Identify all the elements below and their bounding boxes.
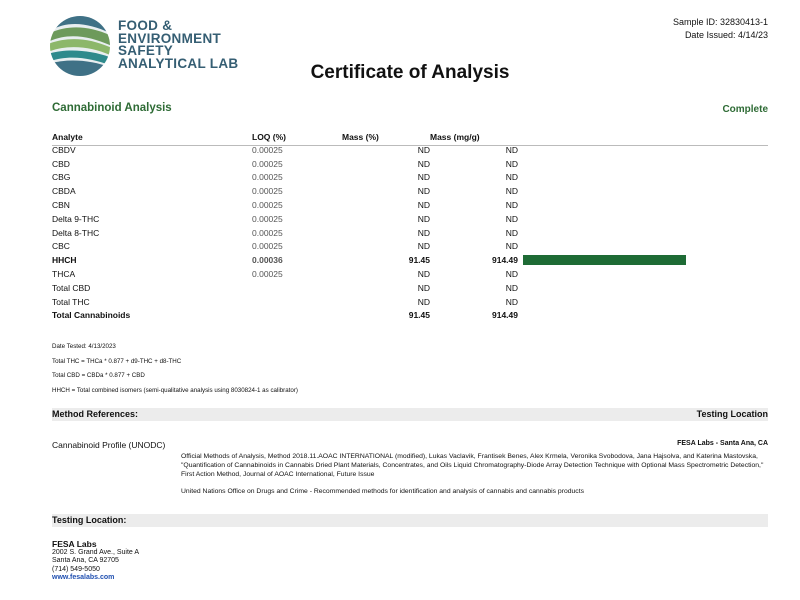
logo-line: ENVIRONMENT [118,30,222,46]
bar-cell [518,171,773,185]
loq-cell: 0.00036 [252,255,283,266]
bar-cell [518,184,773,198]
testing-location-band [52,514,768,527]
analyte-cell: CBD [52,158,70,169]
loq-cell: 0.00025 [252,241,283,252]
table-row [52,212,773,226]
table-row [52,253,773,267]
mass-pct-cell: ND [417,186,430,197]
mass-pct-cell: ND [417,200,430,211]
mass-mg-cell: ND [505,282,518,293]
method-reference: Official Methods of Analysis, Method 2018.11.AOAC INTERNATIONAL (modified), Lukas Vaclavik, Frantisek Benes, Alex Krmela, Veronika Svobodova, Jana Hajsolva, and Katerina Mastovska, "Quantification of Cannabinoids in Cannabis Dried Plant Materials, Concentrates, and Oils Liquid Chromatography-Diode Array Detection Technique with Optional Mass Spectrometric Detection," First Action Method, Journal of AOAC International, Future Issue [181,453,764,478]
total-cbd-formula: Total CBD = CBDa * 0.877 + CBD [52,372,145,379]
analyte-cell: THCA [52,269,76,280]
analyte-cell: CBC [52,241,70,252]
table-row [52,309,773,323]
section-title: Cannabinoid Analysis [52,102,172,114]
analyte-cell: Total Cannabinoids [52,310,131,321]
bar-cell [518,295,773,309]
table-header-row [52,131,773,143]
loq-cell: 0.00025 [252,144,283,155]
analyte-cell: CBDA [52,186,76,197]
analyte-cell: Delta 8-THC [52,227,100,238]
bar-cell [518,143,773,157]
mass-pct-cell: ND [417,213,430,224]
lab-address-line2: Santa Ana, CA 92705 [52,557,119,564]
total-thc-formula: Total THC = THCa * 0.877 + d9-THC + d8-THC [52,357,182,365]
loq-cell [252,309,342,323]
lab-address-line1: 2002 S. Grand Ave., Suite A [52,548,140,556]
method-references-band [52,408,768,421]
mass-mg-cell: 914.49 [492,255,518,266]
mass-pct-cell: ND [417,296,430,307]
loq-cell: 0.00025 [252,186,283,197]
lab-address-block [52,540,139,583]
header-analyte: Analyte [52,132,83,142]
bar-cell [518,157,773,171]
mass-mg-cell: ND [505,186,518,197]
loq-cell [252,281,342,295]
method-reference-unodc: United Nations Office on Drugs and Crime - Recommended methods for identification and analysis of cannabis and cannabis products [181,488,584,495]
method-references-header: Method References: [52,409,139,419]
analyte-cell: CBDV [52,144,76,155]
analyte-cell: Total CBD [52,282,91,293]
mass-mg-cell: 914.49 [492,310,518,321]
logo-line: ANALYTICAL LAB [118,55,239,71]
sample-id: Sample ID: 32830413-1 [672,17,768,27]
table-row [52,240,773,254]
bar-cell [518,212,773,226]
table-row [52,198,773,212]
date-tested: Date Tested: 4/13/2023 [52,343,116,350]
page-title: Certificate of Analysis [310,62,510,83]
header-mass-pct: Mass (%) [342,132,379,142]
analyte-cell: CBN [52,200,70,211]
mass-pct-cell: ND [417,158,430,169]
header-bar [518,131,773,143]
method-location: FESA Labs - Santa Ana, CA [677,440,768,447]
logo-line: SAFETY [118,43,174,58]
mass-pct-cell: 91.45 [408,255,430,266]
mass-mg-cell: ND [505,241,518,252]
mass-pct-cell: ND [417,227,430,238]
mass-mg-cell: ND [505,213,518,224]
analyte-cell: Delta 9-THC [52,213,100,224]
bar-cell [518,240,773,254]
mass-pct-cell: ND [417,172,430,183]
loq-cell: 0.00025 [252,158,283,169]
analyte-cell: HHCH [52,255,77,266]
table-body [52,143,773,322]
mass-mg-cell: ND [505,144,518,155]
mass-pct-cell: ND [417,269,430,280]
bar-cell [518,281,773,295]
mass-pct-cell: ND [417,241,430,252]
mass-mg-cell: ND [505,172,518,183]
mass-pct-cell: ND [417,144,430,155]
header-mass-mg: Mass (mg/g) [430,132,480,142]
mass-mg-cell: ND [505,158,518,169]
loq-cell: 0.00025 [252,172,283,183]
hhch-note: HHCH = Total combined isomers (semi-qualitative analysis using 8030824-1 as calibrator) [52,386,298,394]
analyte-cell: CBG [52,172,71,183]
loq-cell: 0.00025 [252,213,283,224]
table-row [52,184,773,198]
mass-pct-cell: ND [417,282,430,293]
header-loq: LOQ (%) [252,132,286,142]
loq-cell: 0.00025 [252,227,283,238]
table-row [52,171,773,185]
date-issued: Date Issued: 4/14/23 [684,30,768,40]
logo-line: FOOD & [118,18,173,33]
table-row [52,267,773,281]
bar-cell [518,198,773,212]
bar-cell [518,253,773,267]
lab-website-link[interactable]: www.fesalabs.com [52,574,115,581]
loq-cell: 0.00025 [252,200,283,211]
table-row [52,281,773,295]
lab-name: FESA Labs [52,539,97,549]
mass-mg-cell: ND [505,200,518,211]
sample-meta [673,16,768,42]
notes [52,340,298,398]
bar-cell [518,226,773,240]
method-name: Cannabinoid Profile (UNODC) [52,440,166,450]
lab-phone: (714) 549-5050 [52,565,100,573]
bar-cell [518,309,773,323]
testing-location-header: Testing Location [696,409,768,419]
mass-mg-cell: ND [505,227,518,238]
table-row [52,143,773,157]
concentration-bar [523,255,686,265]
table-row [52,226,773,240]
mass-pct-cell: 91.45 [408,310,430,321]
table-row [52,157,773,171]
analyte-cell: Total THC [52,296,90,307]
loq-cell: 0.00025 [252,269,283,280]
mass-mg-cell: ND [505,269,518,280]
bar-cell [518,267,773,281]
mass-mg-cell: ND [505,296,518,307]
loq-cell [252,295,342,309]
cannabinoid-table [52,131,773,322]
status-badge: Complete [722,104,768,115]
testing-location-title: Testing Location: [52,515,127,525]
table-row [52,295,773,309]
